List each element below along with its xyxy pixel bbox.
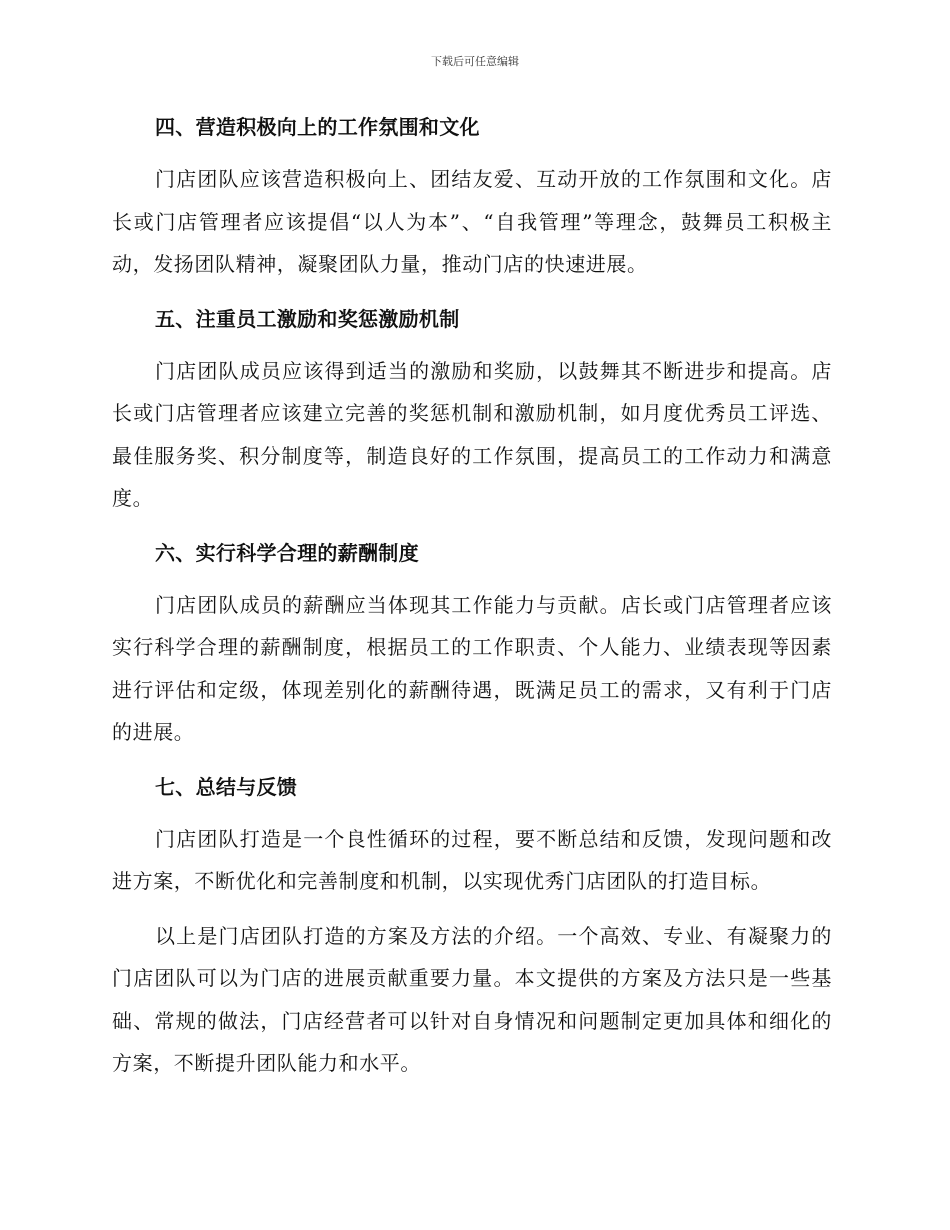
- section-5-paragraph: 门店团队成员应该得到适当的激励和奖励，以鼓舞其不断进步和提高。店长或门店管理者应该建立完善的奖惩机制和激励机制，如月度优秀员工评选、最佳服务奖、积分制度等，制造良好的工作氛围，提高员工的工作动力和满意度。: [112, 358, 832, 510]
- conclusion-paragraph: 以上是门店团队打造的方案及方法的介绍。一个高效、专业、有凝聚力的门店团队可以为门店的进展贡献重要力量。本文提供的方案及方法只是一些基础、常规的做法，门店经营者可以针对自身情况和问题制定更加具体和细化的方案，不断提升团队能力和水平。: [112, 923, 832, 1075]
- section-4-paragraph: 门店团队应该营造积极向上、团结友爱、互动开放的工作氛围和文化。店长或门店管理者应该提倡“以人为本”、“自我管理”等理念，鼓舞员工积极主动，发扬团队精神，凝聚团队力量，推动门店的快速进展。: [112, 167, 832, 276]
- section-7-paragraph: 门店团队打造是一个良性循环的过程，要不断总结和反馈，发现问题和改进方案，不断优化和完善制度和机制，以实现优秀门店团队的打造目标。: [112, 826, 832, 893]
- page-header-note: 下载后可任意编辑: [431, 55, 519, 68]
- section-heading-5: 五、注重员工激励和奖惩激励机制: [155, 306, 460, 331]
- section-heading-4: 四、营造积极向上的工作氛围和文化: [155, 115, 480, 139]
- section-6-paragraph: 门店团队成员的薪酬应当体现其工作能力与贡献。店长或门店管理者应该实行科学合理的薪酬制度，根据员工的工作职责、个人能力、业绩表现等因素进行评估和定级，体现差别化的薪酬待遇，既满足员工的需求，又有利于门店的进展。: [112, 592, 832, 744]
- section-heading-6: 六、实行科学合理的薪酬制度: [155, 540, 419, 565]
- document-body: [112, 106, 832, 1097]
- section-heading-7: 七、总结与反馈: [155, 774, 298, 799]
